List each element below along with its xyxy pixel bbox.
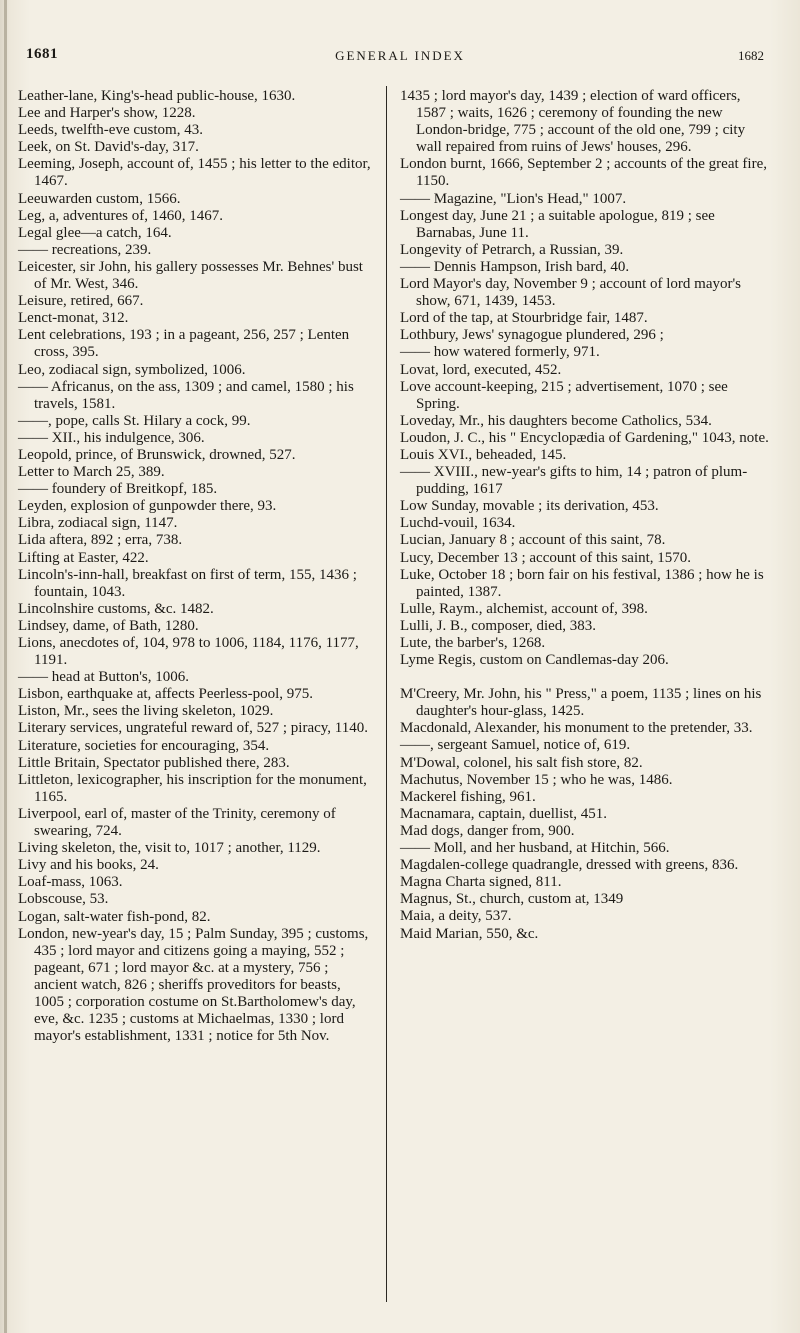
index-entry: Lincoln's-inn-hall, breakfast on first of term, 155, 1436 ; fountain, 1043. (18, 566, 357, 600)
index-entry: —— foundery of Breitkopf, 185. (18, 481, 218, 498)
index-entry: Lent celebrations, 193 ; in a pageant, 256, 257 ; Lenten cross, 395. (18, 327, 350, 361)
index-entry: —— XVIII., new-year's gifts to him, 14 ; patron of plum-pudding, 1617 (400, 464, 748, 498)
index-entry: Loudon, J. C., his " Encyclopædia of Gardening," 1043, note. (400, 429, 769, 446)
index-entry: Leisure, retired, 667. (18, 293, 144, 310)
index-entry: London burnt, 1666, September 2 ; accounts of the great fire, 1150. (400, 156, 767, 190)
index-entry: Lulli, J. B., composer, died, 383. (400, 617, 597, 634)
index-entry: Letter to March 25, 389. (18, 464, 165, 481)
index-entry: Lulle, Raym., alchemist, account of, 398. (400, 600, 648, 617)
index-entry: Lobscouse, 53. (18, 891, 109, 908)
index-entry: Lions, anecdotes of, 104, 978 to 1006, 1184, 1176, 1177, 1191. (18, 635, 359, 669)
index-entry: Lucy, December 13 ; account of this saint, 1570. (400, 549, 692, 566)
index-entry: Lindsey, dame, of Bath, 1280. (18, 617, 199, 634)
page-header (26, 46, 774, 70)
index-entry: Leicester, sir John, his gallery possesses Mr. Behnes' bust of Mr. West, 346. (18, 258, 363, 293)
left-index-column (18, 88, 373, 1045)
index-entry: Loveday, Mr., his daughters become Catholics, 534. (400, 412, 712, 429)
left-page-number: 1681 (26, 46, 58, 62)
index-entry: —— Magazine, "Lion's Head," 1007. (400, 190, 627, 207)
index-entry: —— Africanus, on the ass, 1309 ; and camel, 1580 ; his travels, 1581. (18, 378, 354, 412)
index-entry: Low Sunday, movable ; its derivation, 453. (400, 498, 659, 515)
index-entry: —— recreations, 239. (18, 241, 152, 258)
right-page-number: 1682 (738, 48, 764, 63)
index-entry: —— Dennis Hampson, Irish bard, 40. (400, 258, 630, 275)
index-entry: Legal glee—a catch, 164. (18, 224, 172, 241)
index-entry: Lida aftera, 892 ; erra, 738. (18, 532, 183, 549)
index-entry: Little Britain, Spectator published there, 283. (18, 754, 290, 771)
index-entry: Louis XVI., beheaded, 145. (400, 446, 567, 463)
running-title: GENERAL INDEX (335, 48, 465, 63)
index-entry: Magdalen-college quadrangle, dressed with greens, 836. (400, 857, 739, 874)
index-entry: Lucian, January 8 ; account of this saint, 78. (400, 532, 666, 549)
index-entry: Mackerel fishing, 961. (400, 788, 536, 805)
index-entry: Lenct-monat, 312. (18, 310, 129, 327)
index-entry: Love account-keeping, 215 ; advertisement, 1070 ; see Spring. (400, 378, 728, 412)
binding-gutter (4, 0, 7, 1333)
index-entry: Longevity of Petrarch, a Russian, 39. (400, 241, 624, 258)
index-entry: Lincolnshire customs, &c. 1482. (18, 600, 214, 617)
index-entry: Leopold, prince, of Brunswick, drowned, 527. (18, 446, 296, 463)
index-entry: Lord Mayor's day, November 9 ; account of lord mayor's show, 671, 1439, 1453. (400, 276, 742, 310)
index-entry: Lothbury, Jews' synagogue plundered, 296 ; (400, 327, 664, 344)
index-entry: Maid Marian, 550, &c. (400, 925, 539, 942)
index-entry: Leather-lane, King's-head public-house, 1630. (18, 88, 296, 104)
index-entry: Libra, zodiacal sign, 1147. (18, 515, 178, 532)
index-entry: 1435 ; lord mayor's day, 1439 ; election of ward officers, 1587 ; waits, 1626 ; ceremony of founding the new London-bridge, 775 ; account of the old one, 799 ; city wall repaired from ruins of Jews' houses, 296. (400, 88, 746, 156)
index-entry: —— head at Button's, 1006. (18, 669, 190, 686)
index-entry: Luke, October 18 ; born fair on his festival, 1386 ; how he is painted, 1387. (400, 566, 764, 600)
index-entry: Leeming, Joseph, account of, 1455 ; his letter to the editor, 1467. (18, 156, 371, 190)
index-entry: Magna Charta signed, 811. (400, 874, 562, 891)
index-entry: M'Creery, Mr. John, his " Press," a poem, 1135 ; lines on his daughter's hour-glass, 1425. (400, 686, 762, 720)
index-entry: Lee and Harper's show, 1228. (18, 105, 196, 122)
right-index-column (400, 88, 770, 943)
index-entry: ——, pope, calls St. Hilary a cock, 99. (18, 412, 251, 429)
index-entry: Leek, on St. David's-day, 317. (18, 139, 199, 156)
index-entry: Living skeleton, the, visit to, 1017 ; another, 1129. (18, 840, 321, 857)
index-entry: —— how watered formerly, 971. (400, 344, 600, 361)
index-entry: Lute, the barber's, 1268. (400, 635, 546, 651)
index-entry: Littleton, lexicographer, his inscription for the monument, 1165. (18, 771, 367, 805)
index-entry: Literary services, ungrateful reward of, 527 ; piracy, 1140. (18, 720, 369, 737)
index-entry: M'Dowal, colonel, his salt fish store, 82. (400, 754, 643, 771)
index-entry: Leg, a, adventures of, 1460, 1467. (18, 207, 223, 224)
index-entry: Macdonald, Alexander, his monument to the pretender, 33. (400, 720, 753, 737)
index-entry: Machutus, November 15 ; who he was, 1486. (400, 771, 673, 788)
index-entry: Leyden, explosion of gunpowder there, 93. (18, 498, 277, 515)
index-entry: —— XII., his indulgence, 306. (18, 429, 205, 446)
index-entry: Leeuwarden custom, 1566. (18, 190, 181, 207)
index-entry: Loaf-mass, 1063. (18, 874, 123, 891)
index-entry: Livy and his books, 24. (18, 857, 159, 874)
index-entry: Lisbon, earthquake at, affects Peerless-pool, 975. (18, 686, 314, 703)
index-entry: Literature, societies for encouraging, 354. (18, 737, 270, 754)
index-entry: Lord of the tap, at Stourbridge fair, 1487. (400, 310, 648, 327)
index-entry: Lovat, lord, executed, 452. (400, 361, 562, 378)
index-entry: Liston, Mr., sees the living skeleton, 1029. (18, 703, 274, 720)
index-entry: Leo, zodiacal sign, symbolized, 1006. (18, 361, 246, 378)
index-entry: Liverpool, earl of, master of the Trinity, ceremony of swearing, 724. (18, 805, 336, 840)
index-entry: Lifting at Easter, 422. (18, 549, 149, 566)
index-entry: ——, sergeant Samuel, notice of, 619. (400, 737, 631, 754)
index-entry: Lyme Regis, custom on Candlemas-day 206. (400, 652, 669, 669)
index-entry: Mad dogs, danger from, 900. (400, 822, 575, 839)
index-entry: —— Moll, and her husband, at Hitchin, 566. (400, 840, 670, 857)
index-entry: Leeds, twelfth-eve custom, 43. (18, 122, 203, 139)
index-entry: Logan, salt-water fish-pond, 82. (18, 908, 211, 925)
index-entry: Luchd-vouil, 1634. (400, 515, 516, 532)
index-entry: Magnus, St., church, custom at, 1349 (400, 891, 624, 908)
index-entry: Macnamara, captain, duellist, 451. (400, 805, 608, 822)
column-divider (386, 86, 387, 1302)
index-entry: Maia, a deity, 537. (400, 908, 512, 925)
index-entry: Longest day, June 21 ; a suitable apologue, 819 ; see Barnabas, June 11. (400, 207, 715, 241)
index-entry: London, new-year's day, 15 ; Palm Sunday, 395 ; customs, 435 ; lord mayor and citizens going a maying, 552 ; pageant, 671 ; lord mayor &c. at a mystery, 756 ; ancient watch, 826 ; sheriffs proveditors for beasts, 1005 ; corporation costume on St.Bartholomew's day, eve, &c. 1235 ; customs at Michaelmas, 1330 ; lord mayor's establishment, 1331 ; notice for 5th Nov. (18, 925, 369, 1045)
